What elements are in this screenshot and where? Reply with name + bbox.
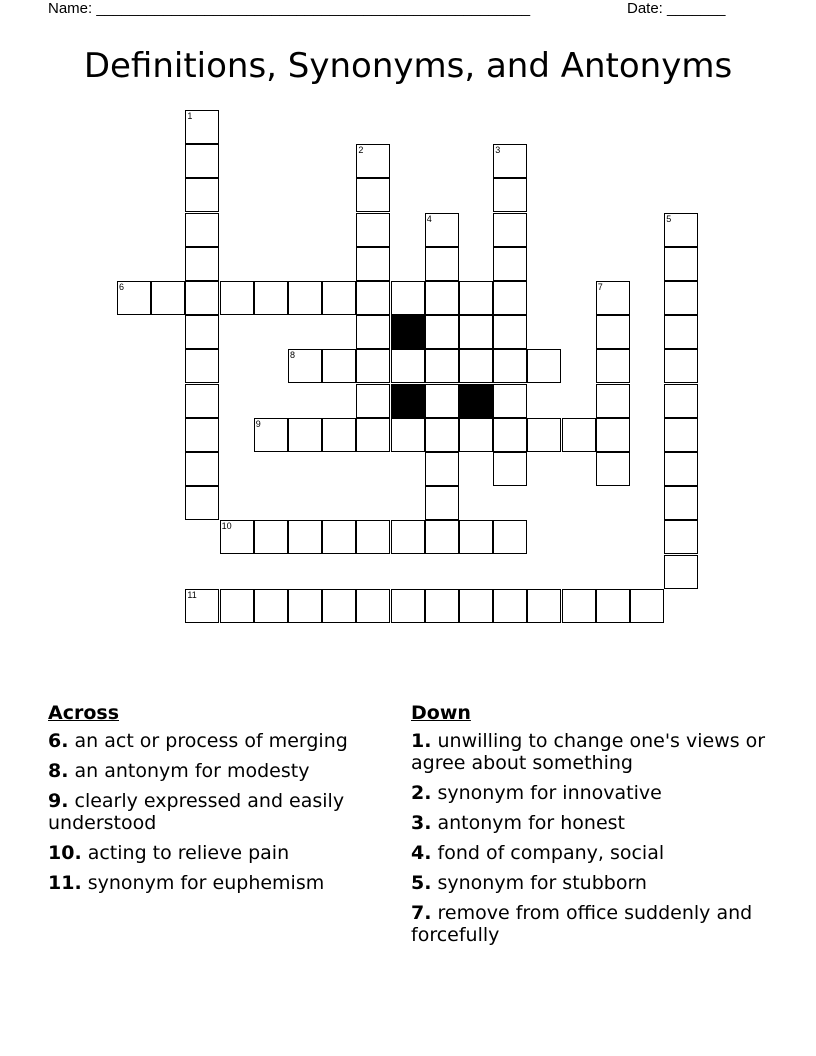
- clue-text: clearly expressed and easily understood: [48, 790, 345, 834]
- grid-cell[interactable]: [493, 452, 527, 486]
- grid-cell[interactable]: [425, 349, 459, 383]
- grid-cell[interactable]: [322, 589, 356, 623]
- clue-number: 10: [48, 842, 75, 864]
- grid-cell[interactable]: [459, 589, 493, 623]
- grid-cell[interactable]: [185, 486, 219, 520]
- grid-cell[interactable]: [596, 349, 630, 383]
- grid-cell[interactable]: [425, 589, 459, 623]
- grid-cell[interactable]: [493, 281, 527, 315]
- grid-cell[interactable]: [356, 315, 390, 349]
- across-clue: 10. acting to relieve pain: [48, 842, 290, 864]
- black-square: [391, 315, 425, 349]
- grid-cell[interactable]: [391, 520, 425, 554]
- grid-cell[interactable]: [356, 349, 390, 383]
- grid-cell[interactable]: [459, 418, 493, 452]
- grid-cell[interactable]: [391, 281, 425, 315]
- grid-cell[interactable]: [596, 384, 630, 418]
- grid-cell[interactable]: [220, 589, 254, 623]
- clue-number: 11: [48, 872, 75, 894]
- grid-cell[interactable]: [493, 178, 527, 212]
- grid-cell[interactable]: [562, 589, 596, 623]
- grid-cell[interactable]: [185, 315, 219, 349]
- clue-number: 9: [48, 790, 62, 812]
- clue-text: antonym for honest: [437, 812, 626, 834]
- grid-cell[interactable]: [185, 281, 219, 315]
- clue-text: unwilling to change one's views or agree about something: [411, 730, 766, 774]
- grid-cell[interactable]: [527, 418, 561, 452]
- clue-text: an act or process of merging: [74, 730, 348, 752]
- grid-cell[interactable]: [493, 384, 527, 418]
- across-clue: 9. clearly expressed and easily understood: [48, 790, 345, 834]
- black-square: [459, 384, 493, 418]
- down-clue: 1. unwilling to change one's views or agree about something: [411, 730, 766, 774]
- across-clue: 8. an antonym for modesty: [48, 760, 310, 782]
- grid-cell[interactable]: [493, 349, 527, 383]
- grid-cell[interactable]: [322, 418, 356, 452]
- cell-number: 11: [187, 589, 197, 600]
- clue-number: 6: [48, 730, 62, 752]
- grid-cell[interactable]: [664, 384, 698, 418]
- cell-number: 10: [221, 521, 232, 532]
- grid-cell[interactable]: [493, 520, 527, 554]
- clue-number: 8: [48, 760, 62, 782]
- grid-cell[interactable]: [596, 452, 630, 486]
- grid-cell[interactable]: [527, 349, 561, 383]
- clue-text: synonym for stubborn: [437, 872, 647, 894]
- grid-cell[interactable]: [596, 418, 630, 452]
- grid-cell[interactable]: [459, 520, 493, 554]
- grid-cell[interactable]: [356, 520, 390, 554]
- grid-cell[interactable]: [288, 418, 322, 452]
- across-clues: [48, 702, 378, 902]
- grid-cell[interactable]: [288, 589, 322, 623]
- grid-cell[interactable]: [664, 315, 698, 349]
- cell-number: 7: [597, 282, 603, 292]
- grid-cell[interactable]: [185, 178, 219, 212]
- grid-cell[interactable]: [425, 281, 459, 315]
- grid-cell[interactable]: [185, 247, 219, 281]
- grid-cell[interactable]: [391, 589, 425, 623]
- grid-cell[interactable]: [425, 520, 459, 554]
- black-square: [391, 384, 425, 418]
- clue-number: 7: [411, 902, 425, 924]
- grid-cell[interactable]: [254, 589, 288, 623]
- grid-cell[interactable]: [322, 281, 356, 315]
- clue-text: fond of company, social: [437, 842, 665, 864]
- clue-text: an antonym for modesty: [74, 760, 310, 782]
- grid-cell[interactable]: [459, 349, 493, 383]
- grid-cell[interactable]: [562, 418, 596, 452]
- grid-cell[interactable]: [425, 452, 459, 486]
- across-clue: 6. an act or process of merging: [48, 730, 348, 752]
- grid-cell[interactable]: [356, 281, 390, 315]
- grid-cell[interactable]: [322, 520, 356, 554]
- down-clue: 4. fond of company, social: [411, 842, 665, 864]
- grid-cell[interactable]: [664, 247, 698, 281]
- grid-cell[interactable]: [664, 520, 698, 554]
- grid-cell[interactable]: [664, 418, 698, 452]
- grid-cell[interactable]: [493, 315, 527, 349]
- grid-cell[interactable]: [425, 418, 459, 452]
- down-clue: 2. synonym for innovative: [411, 782, 662, 804]
- cell-number: 8: [290, 350, 296, 361]
- grid-cell[interactable]: [630, 589, 664, 623]
- clue-number: 1: [411, 730, 425, 752]
- grid-cell[interactable]: [254, 281, 288, 315]
- grid-cell[interactable]: [185, 384, 219, 418]
- grid-cell[interactable]: [356, 589, 390, 623]
- grid-cell[interactable]: [322, 349, 356, 383]
- across-clue: 11. synonym for euphemism: [48, 872, 325, 894]
- cell-number: 3: [495, 145, 501, 156]
- clue-number: 3: [411, 812, 425, 834]
- cell-number: 1: [187, 111, 193, 121]
- down-clue: 5. synonym for stubborn: [411, 872, 647, 894]
- grid-cell[interactable]: [356, 418, 390, 452]
- grid-cell[interactable]: [151, 281, 185, 315]
- grid-cell[interactable]: [356, 213, 390, 247]
- cell-number: 6: [119, 282, 125, 292]
- clue-text: synonym for innovative: [437, 782, 662, 804]
- cell-number: 2: [358, 145, 364, 156]
- cell-number: 9: [255, 418, 261, 429]
- grid-cell[interactable]: [391, 418, 425, 452]
- grid-cell[interactable]: [425, 384, 459, 418]
- clue-text: synonym for euphemism: [87, 872, 325, 894]
- grid-cell[interactable]: [356, 384, 390, 418]
- cell-number: 4: [426, 213, 432, 224]
- grid-cell[interactable]: [288, 281, 322, 315]
- down-heading: Down: [411, 702, 471, 724]
- grid-cell[interactable]: [664, 281, 698, 315]
- grid-cell[interactable]: [185, 213, 219, 247]
- grid-cell[interactable]: [493, 418, 527, 452]
- clue-text: acting to relieve pain: [87, 842, 290, 864]
- clue-text: remove from office suddenly and forcefully: [411, 902, 753, 946]
- clue-number: 5: [411, 872, 425, 894]
- page-title: Definitions, Synonyms, and Antonyms: [83, 46, 733, 86]
- grid-cell[interactable]: [459, 281, 493, 315]
- name-field-line: Name: ____________________________________________________: [48, 0, 531, 17]
- grid-cell[interactable]: [664, 486, 698, 520]
- grid-cell[interactable]: [254, 520, 288, 554]
- grid-cell[interactable]: [425, 315, 459, 349]
- grid-cell[interactable]: [391, 349, 425, 383]
- grid-cell[interactable]: [356, 178, 390, 212]
- clue-number: 4: [411, 842, 425, 864]
- grid-cell[interactable]: [220, 281, 254, 315]
- grid-cell[interactable]: [459, 315, 493, 349]
- grid-cell[interactable]: [185, 144, 219, 178]
- grid-cell[interactable]: [185, 418, 219, 452]
- clue-number: 2: [411, 782, 425, 804]
- grid-cell[interactable]: [664, 555, 698, 589]
- grid-cell[interactable]: [185, 349, 219, 383]
- grid-cell[interactable]: [185, 452, 219, 486]
- grid-cell[interactable]: [288, 520, 322, 554]
- grid-cell[interactable]: [493, 247, 527, 281]
- grid-cell[interactable]: [425, 486, 459, 520]
- date-field-line: Date: _______: [627, 0, 726, 17]
- grid-cell[interactable]: [596, 589, 630, 623]
- grid-cell[interactable]: [425, 247, 459, 281]
- grid-cell[interactable]: [527, 589, 561, 623]
- grid-cell[interactable]: [596, 315, 630, 349]
- grid-cell[interactable]: [664, 349, 698, 383]
- grid-cell[interactable]: [493, 589, 527, 623]
- across-heading: Across: [48, 702, 120, 724]
- grid-cell[interactable]: [493, 213, 527, 247]
- cell-number: 5: [666, 213, 672, 224]
- down-clue: 7. remove from office suddenly and forcefully: [411, 902, 753, 946]
- down-clue: 3. antonym for honest: [411, 812, 626, 834]
- grid-cell[interactable]: [664, 452, 698, 486]
- down-clues: [411, 702, 771, 954]
- grid-cell[interactable]: [356, 247, 390, 281]
